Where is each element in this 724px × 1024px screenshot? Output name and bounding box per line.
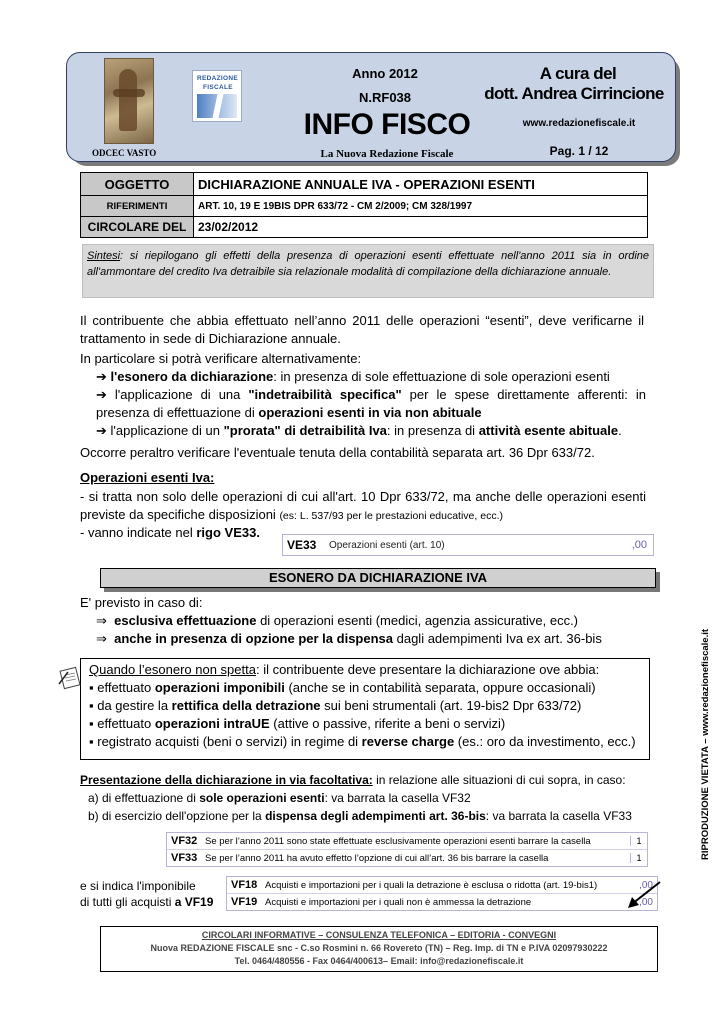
intro-paragraph-3: Occorre peraltro verificare l'eventuale tenuta della contabilità separata art. 36 Dpr 633/72. xyxy=(80,445,595,460)
form-row-vf19: VF19 Acquisti e importazioni per i quali non è ammessa la detrazione ,00 xyxy=(231,896,653,908)
imponibile-line-2: di tutti gli acquisti a VF19 xyxy=(80,895,214,909)
implies-arrow-icon: ⇒ xyxy=(96,613,107,628)
esonero-intro: E' previsto in caso di: xyxy=(80,595,203,610)
ve33-value: ,00 xyxy=(631,539,647,551)
arrow-right-icon: ➔ xyxy=(96,423,107,438)
sintesi-label: Sintesi xyxy=(87,250,121,262)
redazione-fiscale-logo xyxy=(192,70,242,122)
vf32-vf33-form xyxy=(166,832,648,867)
logo-text-1: REDAZIONE xyxy=(197,75,238,82)
presentazione-b: b) di esercizio dell'opzione per la dispensa degli adempimenti art. 36-bis: va barrata la casella VF33 xyxy=(88,809,632,823)
footer-box xyxy=(100,926,658,972)
intro-paragraph-2: In particolare si potrà verificare alternativamente: xyxy=(80,351,362,366)
checkbox-vf32[interactable]: 1 xyxy=(630,836,647,846)
table-row xyxy=(81,196,648,217)
oggetto-label: OGGETTO xyxy=(81,173,194,196)
footer-line-3: Tel. 0464/480556 - Fax 0464/400613– Email: info@redazionefiscale.it xyxy=(234,956,524,966)
sintesi-text: : si riepilogano gli effetti della presenza di operazioni esenti effettuate nell'anno 2011 sia in ordine all'ammontare del credito Iva detraibile sia relazionale modalità di compilazione della dichiarazione annuale. xyxy=(87,250,649,278)
list-item: ➔ l'esonero da dichiarazione: in presenza di sole effettuazione di sole operazioni esenti xyxy=(96,369,610,384)
notepad-icon xyxy=(56,664,82,690)
list-item: ➔ l'applicazione di una "indetraibilità specifica" per le spese direttamente afferenti: in presenza di effettuazione di operazioni esenti in via non abituale xyxy=(96,387,646,420)
vf18-vf19-form xyxy=(226,876,658,911)
presentazione-heading: Presentazione della dichiarazione in via facoltativa: in relazione alle situazioni di cui sopra, in caso: xyxy=(80,773,626,787)
arrow-right-icon: ➔ xyxy=(96,387,107,402)
imponibile-line-1: e si indica l'imponibile xyxy=(80,879,196,893)
cura-line-1: A cura del xyxy=(539,64,617,83)
esenti-detail-2: - vanno indicate nel rigo VE33. xyxy=(80,525,260,540)
oggetto-table xyxy=(80,172,648,238)
list-item: ▪ registrato acquisti (beni o servizi) in regime di reverse charge (es.: oro da investimento, ecc.) xyxy=(89,734,636,749)
website-link[interactable]: www.redazionefiscale.it xyxy=(522,118,636,129)
mosaic-image xyxy=(104,58,154,144)
page-title: INFO FISCO xyxy=(303,108,471,141)
non-spetta-box xyxy=(80,658,650,760)
table-row xyxy=(81,217,648,238)
side-watermark-text: RIPRODUZIONE VIETATA – www.redazionefiscale.it xyxy=(700,628,711,860)
circolare-label: CIRCOLARE DEL xyxy=(81,217,194,238)
ve33-form-field xyxy=(282,534,654,556)
circolare-value: 23/02/2012 xyxy=(194,217,648,238)
page-subtitle: La Nuova Redazione Fiscale xyxy=(320,148,454,160)
intro-paragraph-1: Il contribuente che abbia effettuato nell’anno 2011 delle operazioni “esenti”, deve verificarne il trattamento in sede di Dichiarazione annuale. xyxy=(80,313,644,346)
pointer-arrow-icon xyxy=(624,878,664,912)
sintesi-box xyxy=(82,244,654,298)
non-spetta-title: Quando l’esonero non spetta: il contribuente deve presentare la dichiarazione ove abbia: xyxy=(89,662,600,677)
list-item: ⇒ anche in presenza di opzione per la dispensa dagli adempimenti Iva ex art. 36-bis xyxy=(96,631,602,646)
footer-line-2: Nuova REDAZIONE FISCALE snc - C.so Rosmini n. 66 Rovereto (TN) – Reg. Imp. di TN e P.IVA 02097930222 xyxy=(150,943,608,953)
form-row-vf33: VF33 Se per l’anno 2011 ha avuto effetto l’opzione di cui all’art. 36 bis barrare la casella 1 xyxy=(167,850,647,866)
riferimenti-label: RIFERIMENTI xyxy=(81,196,194,217)
logo-text-2: FISCALE xyxy=(203,84,233,91)
checkbox-vf33[interactable]: 1 xyxy=(630,853,647,863)
anno-label: Anno 2012 xyxy=(352,66,418,81)
form-row-vf18: VF18 Acquisti e importazioni per i quali la detrazione è esclusa o ridotta (art. 19-bis1) ,00 xyxy=(227,877,657,894)
list-item: ▪ effettuato operazioni intraUE (attive o passive, riferite a beni o servizi) xyxy=(89,716,506,731)
implies-arrow-icon: ⇒ xyxy=(96,631,107,646)
esenti-heading: Operazioni esenti Iva: xyxy=(80,470,215,485)
table-row xyxy=(81,173,648,196)
footer-line-1: CIRCOLARI INFORMATIVE – CONSULENZA TELEFONICA – EDITORIA - CONVEGNI xyxy=(201,930,557,940)
esenti-detail-1: - si tratta non solo delle operazioni di cui all'art. 10 Dpr 633/72, ma anche delle operazioni esenti previste da specifiche disposizioni (es: L. 537/93 per le prestazioni educative, ecc.) xyxy=(80,489,646,522)
list-item: ➔ l'applicazione di un "prorata" di detraibilità Iva: in presenza di attività esente abituale. xyxy=(96,423,622,438)
arrow-right-icon: ➔ xyxy=(96,369,107,384)
riferimenti-value: ART. 10, 19 E 19BIS DPR 633/72 - CM 2/2009; CM 328/1997 xyxy=(194,196,648,217)
numero-label: N.RF038 xyxy=(358,90,412,105)
list-item: ⇒ esclusiva effettuazione di operazioni esenti (medici, agenzia assicurative, ecc.) xyxy=(96,613,579,628)
cura-line-2: dott. Andrea Cirrincione xyxy=(484,84,664,103)
oggetto-value: DICHIARAZIONE ANNUALE IVA - OPERAZIONI ESENTI xyxy=(194,173,648,196)
odcec-label: ODCEC VASTO xyxy=(92,148,157,158)
list-item: ▪ effettuato operazioni imponibili (anche se in contabilità separata, oppure occasionali) xyxy=(89,680,596,695)
form-row-vf32: VF32 Se per l’anno 2011 sono state effettuate esclusivamente operazioni esenti barrare la casella 1 xyxy=(167,833,647,850)
section-title-esonero: ESONERO DA DICHIARAZIONE IVA xyxy=(100,568,656,588)
presentazione-a: a) di effettuazione di sole operazioni esenti: va barrata la casella VF32 xyxy=(88,791,471,805)
list-item: ▪ da gestire la rettifica della detrazione sui beni strumentali (art. 19-bis2 Dpr 633/72) xyxy=(89,698,582,713)
ve33-label: Operazioni esenti (art. 10) xyxy=(329,539,445,551)
ve33-code: VE33 xyxy=(287,538,317,552)
page-number: Pag. 1 / 12 xyxy=(549,144,609,158)
